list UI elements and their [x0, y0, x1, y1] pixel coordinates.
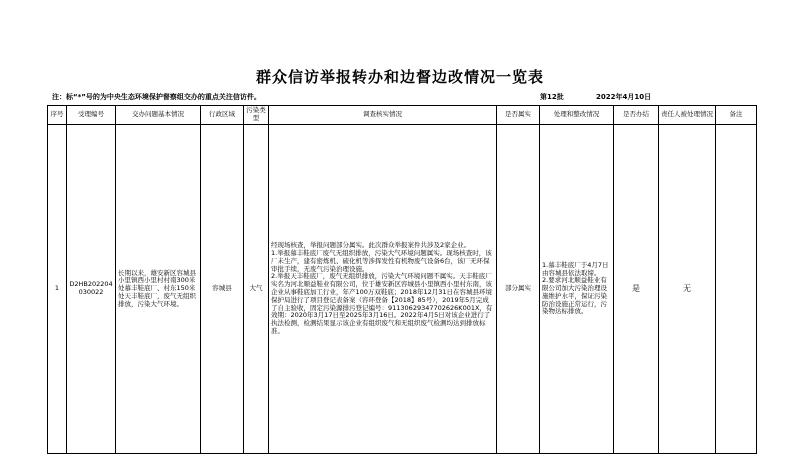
header-cell: 行政区域 — [201, 106, 244, 125]
header-cell: 是否办结 — [614, 106, 659, 125]
cell-pollution: 大气 — [244, 125, 269, 454]
table-header-row — [48, 106, 757, 125]
cell-investigation: 经现场核查，举报问题部分属实。此次群众举报案件共涉及2家企业。 1.举报慕丰鞋底厂废气无组织排放，污染大气环境问题属实。现场核查时，该厂未生产，建有密炼机、硫化机等涉挥发性有机物废气设备6台，该厂无环保审批手续，无废气污染治理设施。 2.举报天丰鞋底厂，废气无组织排放，污染大气环境问题不属实。天丰鞋底厂实名为河北顺益鞋业有限公司，位于雄安新区容城县小里镇西小里村东南，该企业从事鞋底加工行业，年产100万双鞋底；2018年12月31日在容城县环境保护局进行了项目登记表备案（容环登备【2018】85号），2019年5月完成了自主验收，固定污染源排污登记编号：91130629347702626K001X，有效期：2020年3月17日至2025年3月16日。2022年4月5日对该企业进行了执法检测，检测结果显示该企业有组织废气和无组织废气检测均达到排放标准。 — [269, 125, 497, 454]
table-row — [48, 125, 757, 454]
cell-region: 容城县 — [201, 125, 244, 454]
header-cell: 备注 — [716, 106, 757, 125]
header-cell: 调查核实情况 — [269, 106, 497, 125]
header-cell: 处理和整改情况 — [540, 106, 614, 125]
header-cell: 污染类型 — [244, 106, 269, 125]
header-cell: 受理编号 — [67, 106, 116, 125]
header-cell: 序号 — [48, 106, 67, 125]
page-title: 群众信访举报转办和边督边改情况一览表 — [255, 68, 544, 86]
cell-handling: 1.慕丰鞋底厂于4月7日由容城县依法取缔。 2.要求河北顺益鞋业有限公司加大污染治理设施维护水平，保证污染防治设施正常运行，污染物达标排放。 — [540, 125, 614, 454]
header-cell: 是否属实 — [497, 106, 540, 125]
header-cell: 责任人被处理情况 — [659, 106, 716, 125]
cell-done: 是 — [614, 125, 659, 454]
cell-responsible: 无 — [659, 125, 716, 454]
note-text: 注：标“*”号的为中央生态环境保护督察组交办的重点关注信访件。 — [52, 93, 261, 101]
cell-no: 1 — [48, 125, 67, 454]
cell-belongs: 部分属实 — [497, 125, 540, 454]
header-cell: 交办问题基本情况 — [116, 106, 201, 125]
cell-basic: 长期以来，雄安新区容城县小里镇西小里村村南300米处慕丰鞋底厂、村东150米处天丰鞋底厂，废气无组织排放，污染大气环境。 — [116, 125, 201, 454]
batch-label: 第12批 — [540, 93, 564, 101]
cell-remark — [716, 125, 757, 454]
date-label: 2022年4月10日 — [596, 93, 652, 101]
cell-id: D2HB202204030022 — [67, 125, 116, 454]
complaint-table — [47, 105, 757, 454]
